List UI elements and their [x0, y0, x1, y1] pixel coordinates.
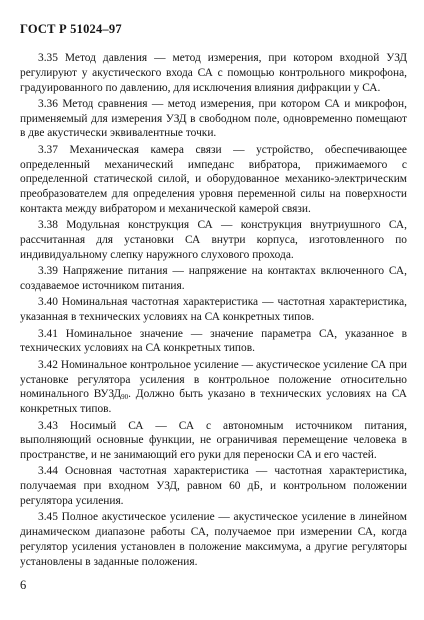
clause-3-42: [20, 358, 407, 417]
clause-3-41: 3.41 Номинальное значение — значение параметра СА, указанное в технических условиях на СА конкретных типов.: [20, 327, 407, 355]
clause-3-44: 3.44 Основная частотная характеристика — частотная характеристика, получаемая при входном УЗД, равном 60 дБ, и контрольном положении регулятора усиления.: [20, 465, 407, 507]
page-number: 6: [20, 578, 27, 592]
clause-3-42-subscript: 90: [121, 393, 129, 402]
document-body: [20, 51, 407, 569]
document-header: ГОСТ Р 51024–97: [20, 22, 122, 36]
clause-3-45: 3.45 Полное акустическое усиление — акустическое усиление в линейном динамическом диапазоне работы СА, получаемое при измерении СА, когда регулятор усиления установлен в положение максимума, а другие регуляторы установлены в заданные положения.: [20, 511, 407, 568]
clause-3-39: 3.39 Напряжение питания — напряжение на контактах включенного СА, создаваемое источником питания.: [20, 265, 407, 292]
clause-3-42-text-before: 3.42 Номинальное контрольное усиление — акустическое усиление СА при установке регулятора усиления в контрольное положение относительно номинального ВУЗД: [20, 358, 407, 401]
clause-3-42-text-after: . Должно быть указано в технических условиях на СА конкретных типов.: [20, 388, 407, 416]
clause-3-43: 3.43 Носимый СА — СА с автономным источником питания, выполняющий основные функции, не ограничивая перемещение человека в пространстве, и не занимающий его руки для переноски СА и его частей.: [20, 419, 407, 461]
clause-3-40: 3.40 Номинальная частотная характеристика — частотная характеристика, указанная в технических условиях на СА конкретных типов.: [20, 296, 407, 324]
clause-3-38: 3.38 Модульная конструкция СА — конструкция внутриушного СА, рассчитанная для установки СА внутри корпуса, изготовленного по индивидуальному слепку наружного слухового прохода.: [20, 219, 407, 261]
clause-3-36: 3.36 Метод сравнения — метод измерения, при котором СА и микрофон, применяемый для измерения УЗД в свободном поле, одновременно помещают в две акустически эквивалентные точки.: [20, 97, 407, 140]
clause-3-37: 3.37 Механическая камера связи — устройство, обеспечивающее определенный механический импеданс вибратора, прижимаемого с определенной статической силой, и оборудованное механико-электрическим преобразователем для определения уровня переменной силы на поверхности контакта между вибратором и механической камерой связи.: [20, 143, 407, 215]
clause-3-35: 3.35 Метод давления — метод измерения, при котором входной УЗД регулируют у акустического входа СА с помощью контрольного микрофона, градуированного по давлению, для исключения влияния дифракции у СА.: [20, 52, 407, 94]
